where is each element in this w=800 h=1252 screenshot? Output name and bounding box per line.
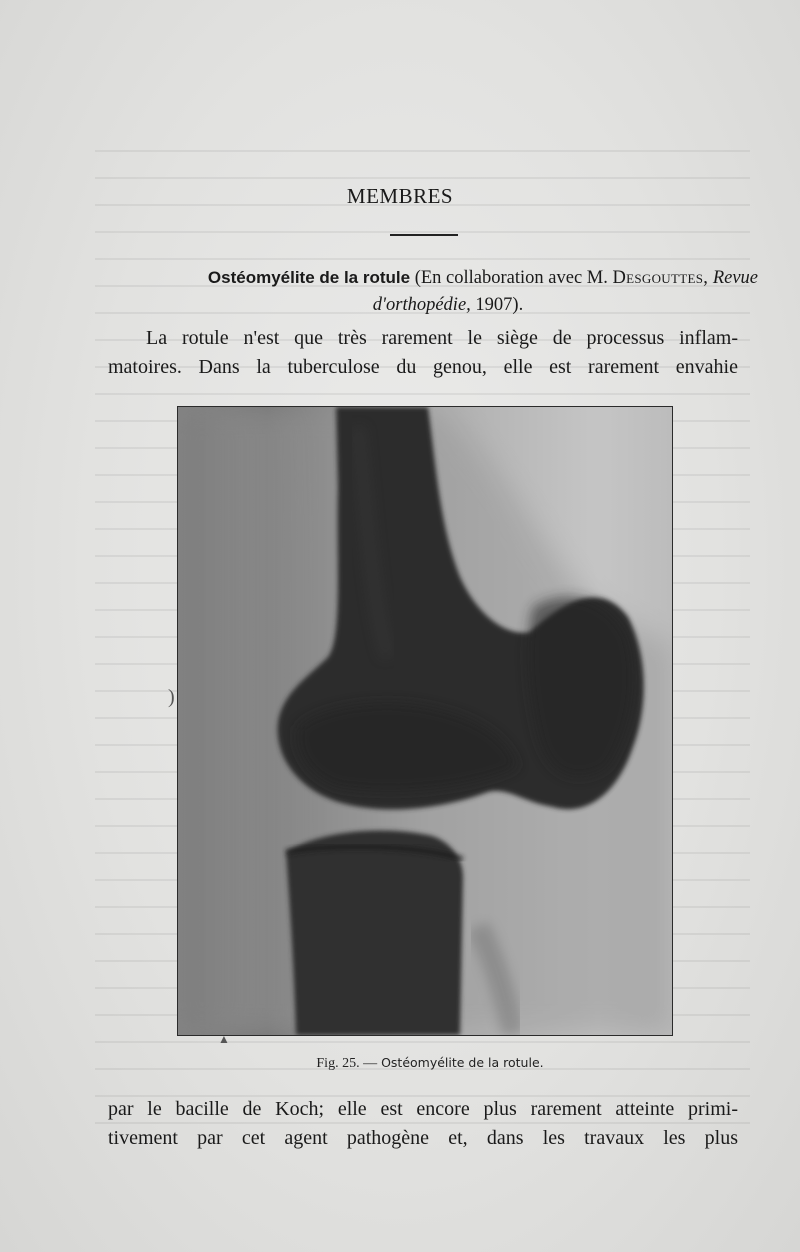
text-line: La rotule n'est que très rarement le siège de processus inflam- <box>146 327 738 349</box>
paragraph-intro <box>108 324 738 382</box>
citation-open: (En collaboration avec M. <box>414 268 608 288</box>
article-header <box>108 264 758 319</box>
heading-rule <box>390 234 458 236</box>
figure-label: Fig. 25. — <box>316 1056 378 1071</box>
paragraph-continuation <box>108 1095 738 1153</box>
article-title: Ostéomyélite de la rotule <box>207 268 411 287</box>
section-heading: MEMBRES <box>346 184 454 208</box>
journal-name-1: Revue <box>712 268 758 288</box>
text-line: matoires. Dans la tuberculose du genou, elle est rarement envahie <box>108 356 738 378</box>
knee-xray-image <box>177 406 673 1036</box>
text-line: tivement par cet agent pathogène et, dans les travaux les plus <box>108 1127 738 1149</box>
margin-mark: ) <box>168 686 175 708</box>
coauthor-name: Desgouttes, <box>612 268 709 288</box>
text-line: par le bacille de Koch; elle est encore plus rarement atteinte primi- <box>108 1098 738 1120</box>
margin-mark: ▲ <box>218 1032 230 1046</box>
figure-caption <box>0 1055 800 1072</box>
publication-year: 1907). <box>475 295 524 315</box>
figure-caption-text: Ostéomyélite de la rotule. <box>381 1055 544 1070</box>
journal-name-2: d'orthopédie, <box>372 295 471 315</box>
